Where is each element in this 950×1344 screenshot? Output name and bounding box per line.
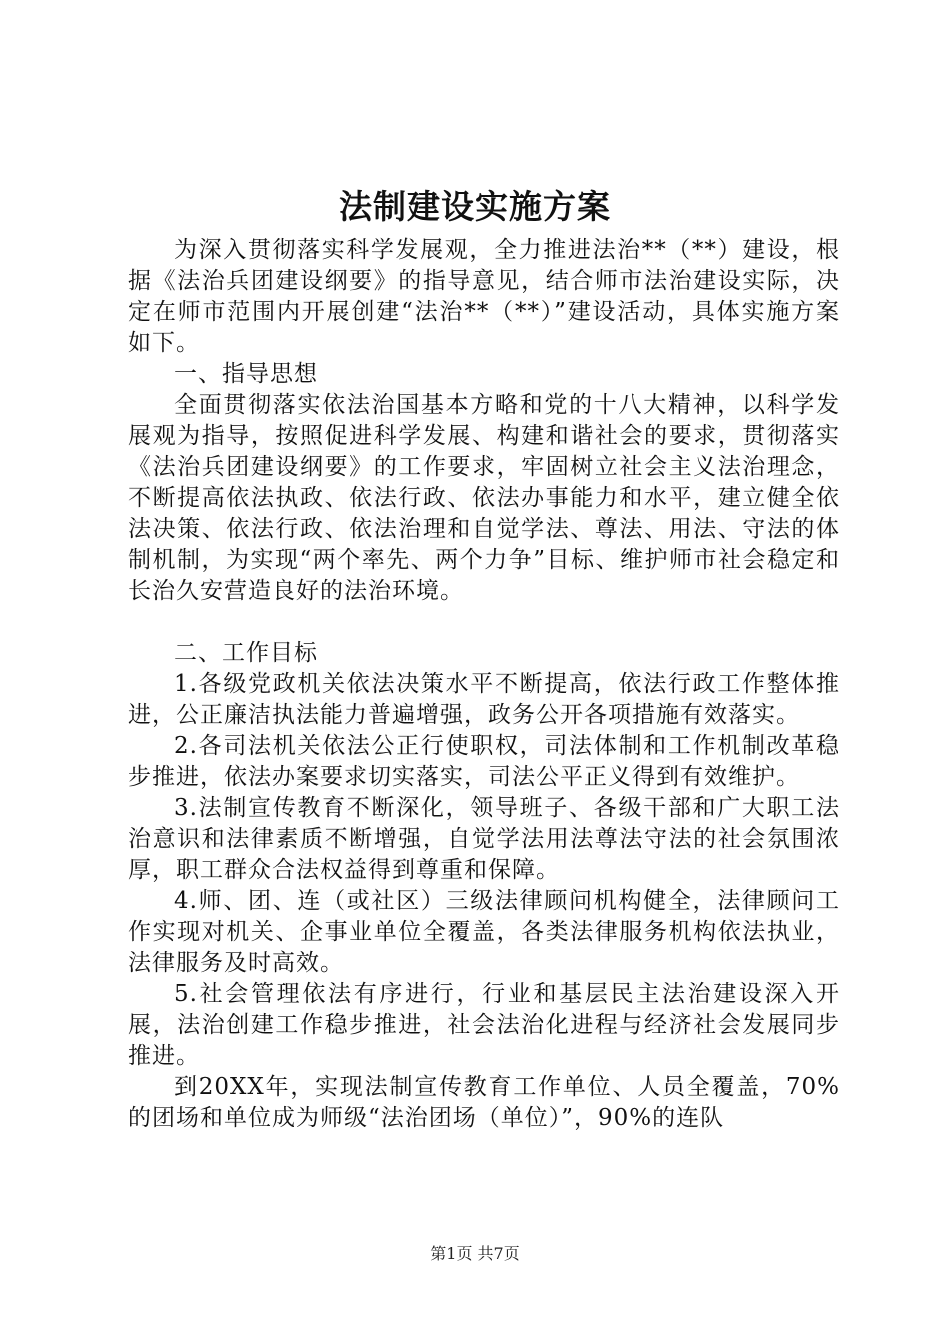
guiding-thought-paragraph: 全面贯彻落实依法治国基本方略和党的十八大精神，以科学发展观为指导，按照促进科学发展、构建和谐社会的要求，贯彻落实《法治兵团建设纲要》的工作要求，牢固树立社会主义法治理念，不断提高依法执政、依法行政、依法办事能力和水平，建立健全依法决策、依法行政、依法治理和自觉学法、尊法、用法、守法的体制机制，为实现“两个率先、两个力争”目标、维护师市社会稳定和长治久安营造良好的法治环境。 bbox=[128, 392, 840, 604]
goal-item: 3.法制宣传教育不断深化，领导班子、各级干部和广大职工法治意识和法律素质不断增强，自觉学法用法尊法守法的社会氛围浓厚，职工群众合法权益得到尊重和保障。 bbox=[128, 795, 840, 883]
goal-item: 5.社会管理依法有序进行，行业和基层民主法治建设深入开展，法治创建工作稳步推进，社会法治化进程与经济社会发展同步推进。 bbox=[128, 981, 840, 1069]
document-body bbox=[128, 235, 840, 1134]
intro-paragraph: 为深入贯彻落实科学发展观，全力推进法治**（**）建设，根据《法治兵团建设纲要》的指导意见，结合师市法治建设实际，决定在师市范围内开展创建“法治**（**）”建设活动，具体实施方案如下。 bbox=[128, 237, 841, 356]
document-title: 法制建设实施方案 bbox=[339, 187, 611, 226]
goal-item: 2.各司法机关依法公正行使职权，司法体制和工作机制改革稳步推进，依法办案要求切实落实，司法公平正义得到有效维护。 bbox=[128, 733, 840, 790]
goal-item: 4.师、团、连（或社区）三级法律顾问机构健全，法律顾问工作实现对机关、企事业单位全覆盖，各类法律服务机构依法执业，法律服务及时高效。 bbox=[128, 888, 840, 976]
closing-paragraph: 到20XX年，实现法制宣传教育工作单位、人员全覆盖，70%的团场和单位成为师级“法治团场（单位）”，90%的连队 bbox=[128, 1074, 840, 1131]
goal-item: 1.各级党政机关依法决策水平不断提高，依法行政工作整体推进，公正廉洁执法能力普遍增强，政务公开各项措施有效落实。 bbox=[128, 671, 840, 728]
paragraph-spacer bbox=[128, 607, 840, 638]
section-heading-guiding-thought: 一、指导思想 bbox=[174, 361, 318, 387]
section-heading-work-goals: 二、工作目标 bbox=[174, 640, 318, 666]
page-number-footer: 第1页 共7页 bbox=[430, 1244, 520, 1263]
